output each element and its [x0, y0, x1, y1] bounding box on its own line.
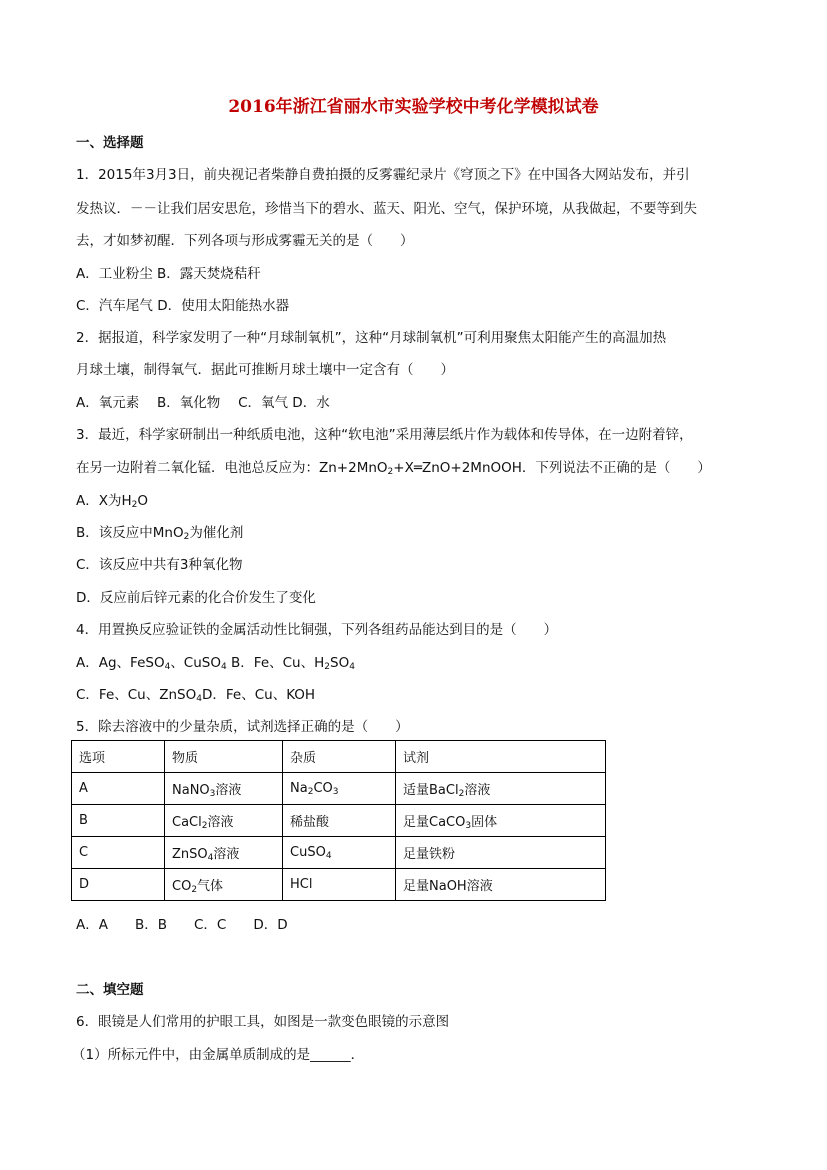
q6-subquestion-1: （1）所标元件中，由金属单质制成的是______．: [72, 1047, 365, 1063]
q3-option-b: B．该反应中MnO$_2$为催化剂: [76, 525, 244, 542]
table-cell: 足量铁粉: [396, 837, 606, 869]
q4-line-1: 4．用置换反应验证铁的金属活动性比铜强，下列各组药品能达到目的是（ ）: [76, 622, 558, 638]
table-cell: 适量BaCl$_2$溶液: [396, 773, 606, 805]
table-header-cell: 杂质: [283, 741, 396, 773]
table-row: [72, 805, 606, 837]
table-cell: A: [72, 773, 165, 805]
q3-line-2: 在另一边附着二氧化锰．电池总反应为：Zn+2MnO$_2$+X═ZnO+2MnOOH．下列说法不正确的是（ ）: [76, 460, 711, 477]
table-cell: D: [72, 869, 165, 901]
q3-line-1: 3．最近，科学家研制出一种纸质电池，这种“软电池”采用薄层纸片作为载体和传导体，在一边附着锌，: [76, 427, 693, 443]
table-header-cell: 物质: [165, 741, 283, 773]
table-row: [72, 773, 606, 805]
q5-answer-options: A．A B．B C．C D．D: [76, 917, 288, 933]
q1-options-ab: A．工业粉尘 B．露天焚烧秸秆: [76, 266, 261, 282]
table-header-cell: 选项: [72, 741, 165, 773]
table-header-cell: 试剂: [396, 741, 606, 773]
q2-line-2: 月球土壤，制得氧气．据此可推断月球土壤中一定含有（ ）: [76, 362, 454, 378]
q4-options-ab: A．Ag、FeSO$_4$、CuSO$_4$ B．Fe、Cu、$H_2SO_4$: [76, 655, 355, 672]
q5-options-table: [71, 740, 606, 901]
q1-line-3: 去，才如梦初醒．下列各项与形成雾霾无关的是（ ）: [76, 233, 414, 249]
table-cell: 足量NaOH溶液: [396, 869, 606, 901]
q3-option-d: D．反应前后锌元素的化合价发生了变化: [76, 590, 316, 606]
table-cell: B: [72, 805, 165, 837]
table-cell: HCl: [283, 869, 396, 901]
table-cell: $Na_2CO_3$: [283, 773, 396, 805]
q5-line-1: 5．除去溶液中的少量杂质，试剂选择正确的是（ ）: [76, 719, 409, 735]
table-cell: 稀盐酸: [283, 805, 396, 837]
q3-option-c: C．该反应中共有3种氧化物: [76, 557, 243, 573]
q6-line-1: 6．眼镜是人们常用的护眼工具，如图是一款变色眼镜的示意图: [76, 1014, 450, 1030]
q1-line-1: 1．2015年3月3日，前央视记者柴静自费拍摄的反雾霾纪录片《穹顶之下》在中国各大网站发布，并引: [76, 167, 690, 183]
table-cell: ZnSO$_4$溶液: [165, 837, 283, 869]
q2-line-1: 2．据报道，科学家发明了一种“月球制氧机”，这种“月球制氧机”可利用聚焦太阳能产生的高温加热: [76, 330, 667, 346]
exam-title: 2016年浙江省丽水市实验学校中考化学模拟试卷: [228, 97, 599, 117]
table-cell: NaNO$_3$溶液: [165, 773, 283, 805]
table-row: [72, 837, 606, 869]
q3-option-a: A．X为$H_2O$: [76, 493, 149, 510]
q1-options-cd: C．汽车尾气 D．使用太阳能热水器: [76, 298, 290, 314]
section-choice-heading: 一、选择题: [76, 135, 144, 151]
table-header-row: [72, 741, 606, 773]
table-cell: 足量CaCO$_3$固体: [396, 805, 606, 837]
table-row: [72, 869, 606, 901]
q1-line-2: 发热议．－－让我们居安思危，珍惜当下的碧水、蓝天、阳光、空气，保护环境，从我做起，不要等到失: [76, 201, 697, 217]
table-cell: CaCl$_2$溶液: [165, 805, 283, 837]
table-cell: C: [72, 837, 165, 869]
section-fill-heading: 二、填空题: [76, 982, 144, 998]
table-cell: CuSO$_4$: [283, 837, 396, 869]
q2-options: A．氧元素 B．氧化物 C．氧气 D．水: [76, 395, 330, 411]
q4-options-cd: C．Fe、Cu、ZnSO$_4$D．Fe、Cu、KOH: [76, 687, 316, 704]
table-cell: $CO_2$气体: [165, 869, 283, 901]
